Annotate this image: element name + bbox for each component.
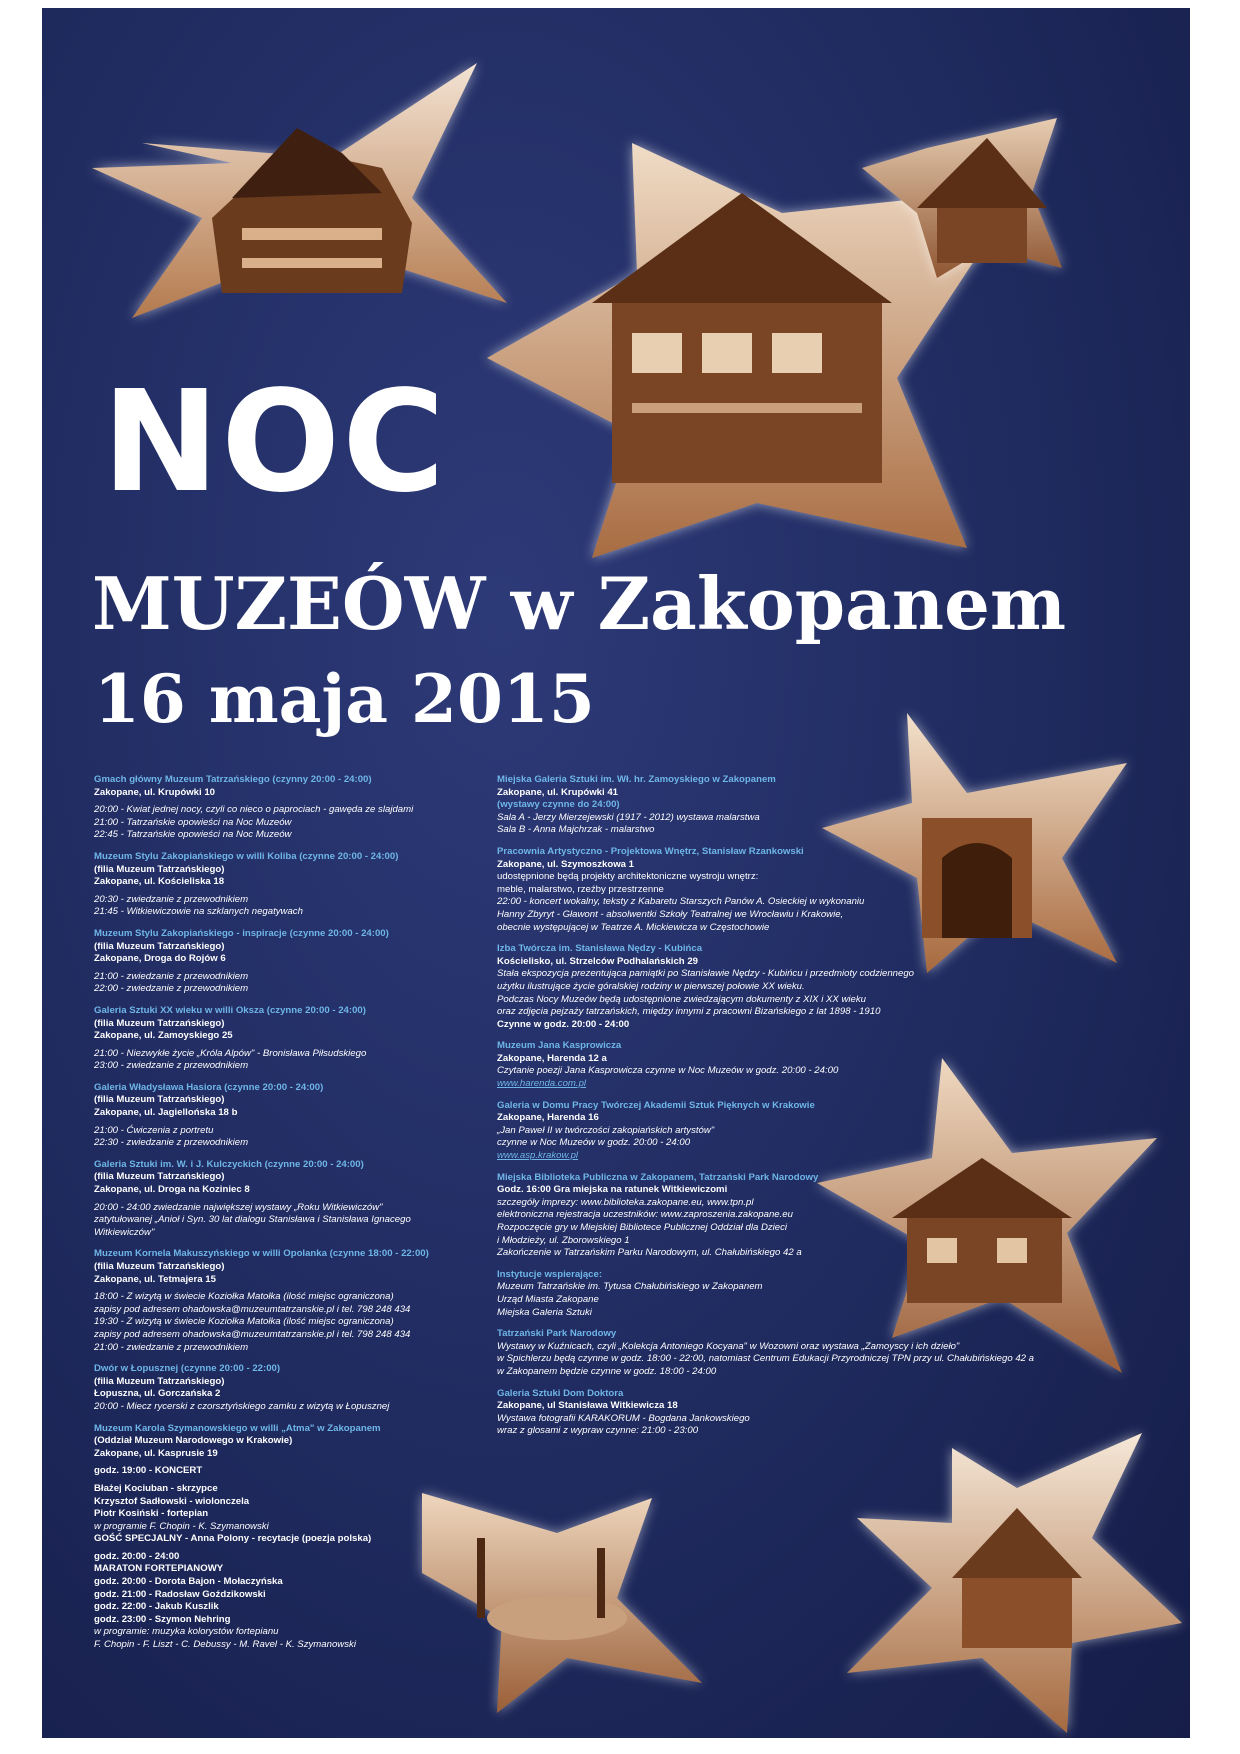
venue-title: Galeria Sztuki im. W. i J. Kulczyckich (czynne 20:00 - 24:00) (94, 1158, 364, 1170)
program-line: (filia Muzeum Tatrzańskiego) (94, 1094, 225, 1106)
program-line: 23:00 - zwiedzanie z przewodnikiem (94, 1060, 249, 1072)
program-line: 21:45 - Witkiewiczowie na szklanych negatywach (94, 906, 303, 918)
website-link[interactable]: www.asp.krakow.pl (497, 1150, 579, 1162)
venue-title: Miejska Biblioteka Publiczna w Zakopanem, Tatrzański Park Narodowy (497, 1171, 819, 1183)
program-entry (94, 1082, 514, 1150)
program-entry (497, 1269, 1177, 1319)
program-line: 21:00 - Tatrzańskie opowieści na Noc Muzeów (94, 816, 292, 828)
program-line: (Oddział Muzeum Narodowego w Krakowie) (94, 1435, 293, 1447)
villa-photo-star (82, 48, 522, 348)
program-line: Piotr Kosiński - fortepian (94, 1508, 209, 1520)
program-line: 20:30 - zwiedzanie z przewodnikiem (94, 893, 249, 905)
venue-title: Muzeum Stylu Zakopiańskiego - inspiracje (czynne 20:00 - 24:00) (94, 927, 389, 939)
program-line: Kościelisko, ul. Strzelców Podhalańskich 29 (497, 955, 699, 967)
program-entry (497, 943, 1177, 1031)
program-line: godz. 20:00 - 24:00 (94, 1550, 180, 1562)
venue-title: Instytucje wspierające: (497, 1268, 603, 1280)
program-line: „Jan Paweł II w twórczości zakopiańskich artystów" (497, 1124, 715, 1136)
program-entry (94, 774, 514, 842)
program-line: Zakopane, ul. Krupówki 10 (94, 786, 216, 798)
program-entry (497, 846, 1177, 934)
program-line: F. Chopin - F. Liszt - C. Debussy - M. Ravel - K. Szymanowski (94, 1639, 356, 1651)
program-line: 22:00 - koncert wokalny, teksty z Kabaretu Starszych Panów A. Osieckiej w wykonaniu (497, 896, 865, 908)
program-line: meble, malarstwo, rzeźby przestrzenne (497, 883, 664, 895)
program-line: godz. 20:00 - Dorota Bajon - Mołaczyńska (94, 1576, 283, 1588)
program-line: Zakopane, ul. Tetmajera 15 (94, 1273, 216, 1285)
program-entry (94, 1423, 514, 1652)
program-line: (wystawy czynne do 24:00) (497, 799, 620, 811)
program-line: Zakopane, ul. Kasprusie 19 (94, 1447, 218, 1459)
program-line: (filia Muzeum Tatrzańskiego) (94, 1375, 225, 1387)
title-date: 16 maja 2015 (94, 660, 595, 738)
venue-title: Muzeum Jana Kasprowicza (497, 1040, 622, 1052)
house-roof-image (857, 98, 1072, 283)
venue-title: Muzeum Stylu Zakopiańskiego w willi Koliba (czynne 20:00 - 24:00) (94, 850, 399, 862)
program-line: 21:00 - Ćwiczenia z portretu (94, 1124, 214, 1136)
program-line: (filia Muzeum Tatrzańskiego) (94, 940, 225, 952)
program-line: obecnie występującej w Teatrze A. Mickiewicza w Częstochowie (497, 921, 770, 933)
program-entry (94, 1005, 514, 1073)
program-line: Zakopane, ul. Szymoszkowa 1 (497, 858, 635, 870)
program-entry (94, 1159, 514, 1240)
program-line: Zakończenie w Tatrzańskim Parku Narodowym, ul. Chałubińskiego 42 a (497, 1247, 802, 1259)
program-line: Zakopane, ul. Droga na Koziniec 8 (94, 1184, 250, 1196)
program-line: Godz. 16:00 Gra miejska na ratunek Witkiewiczomi (497, 1184, 728, 1196)
program-line: Zakopane, ul. Zamoyskiego 25 (94, 1030, 233, 1042)
venue-title: Tatrzański Park Narodowy (497, 1328, 617, 1340)
program-line: godz. 21:00 - Radosław Goździkowski (94, 1588, 266, 1600)
program-line: Muzeum Tatrzańskie im. Tytusa Chałubińskiego w Zakopanem (497, 1281, 763, 1293)
program-line: 22:30 - zwiedzanie z przewodnikiem (94, 1137, 249, 1149)
program-line: (filia Muzeum Tatrzańskiego) (94, 1017, 225, 1029)
program-line: w programie: muzyka kolorystów fortepianu (94, 1626, 279, 1638)
venue-title: Galeria w Domu Pracy Twórczej Akademii Sztuk Pięknych w Krakowie (497, 1099, 815, 1111)
program-line: Sala A - Jerzy Mierzejewski (1917 - 2012) wystawa malarstwa (497, 811, 760, 823)
program-entry (497, 1040, 1177, 1090)
program-line: Rozpoczęcie gry w Miejskiej Bibliotece Publicznej Oddział dla Dzieci (497, 1222, 788, 1233)
venue-title: Galeria Sztuki Dom Doktora (497, 1387, 624, 1399)
wooden-villa-image (82, 48, 522, 348)
program-line: wraz z glosami z wypraw czynne: 21:00 - 23:00 (497, 1425, 699, 1437)
program-line: Zakopane, ul. Kościeliska 18 (94, 876, 225, 888)
program-line: godz. 22:00 - Jakub Kuszlik (94, 1601, 219, 1613)
program-line: 21:00 - Niezwykłe życie „Króla Alpów" - Bronisława Piłsudskiego (94, 1047, 367, 1059)
program-line: użytku ilustrujące życie góralskiej rodziny w pierwszej połowie XX wieku. (497, 980, 805, 992)
program-line: 20:00 - Kwiat jednej nocy, czyli co nieco o paprociach - gawęda ze slajdami (94, 804, 414, 816)
program-line: 18:00 - Z wizytą w świecie Koziołka Matołka (ilość miejsc ograniczona) (94, 1291, 394, 1303)
program-line: 22:00 - zwiedzanie z przewodnikiem (94, 983, 249, 995)
program-line: (filia Muzeum Tatrzańskiego) (94, 1171, 225, 1183)
program-line: Wystawy w Kuźnicach, czyli „Kolekcja Antoniego Kocyana" w Wozowni oraz wystawa „Zamoyscy i ich dzieło" (497, 1340, 960, 1352)
winter-building-image (842, 1428, 1187, 1738)
program-line: Podczas Nocy Muzeów będą udostępnione zwiedzającym dokumenty z XIX i XX wieku (497, 993, 867, 1005)
program-line: Witkiewiczów" (94, 1226, 155, 1238)
venue-title: Galeria Władysława Hasiora (czynne 20:00 - 24:00) (94, 1081, 324, 1093)
program-line: 20:00 - 24:00 zwiedzanie największej wystawy „Roku Witkiewiczów" (94, 1201, 383, 1213)
program-line: Krzysztof Sadłowski - wiolonczela (94, 1495, 250, 1507)
program-right-column (497, 774, 1177, 1447)
program-line: Hanny Zbyryt - Gławont - absolwentki Szkoły Teatralnej we Wrocławiu i Krakowie, (497, 908, 844, 920)
program-line: Wystawa fotografii KARAKORUM - Bogdana Jankowskiego (497, 1412, 750, 1424)
program-line: Błażej Kociuban - skrzypce (94, 1482, 218, 1494)
venue-title: Gmach główny Muzeum Tatrzańskiego (czynny 20:00 - 24:00) (94, 774, 372, 785)
program-line: 19:30 - Z wizytą w świecie Koziołka Matołka (ilość miejsc ograniczona) (94, 1316, 394, 1328)
program-entry (497, 1328, 1177, 1378)
program-line: Stała ekspozycja prezentująca pamiątki po Stanisławie Nędzy - Kubińcu i przedmioty codziennego (497, 968, 915, 980)
program-entry (497, 1100, 1177, 1163)
venue-title: Muzeum Kornela Makuszyńskiego w willi Opolanka (czynne 18:00 - 22:00) (94, 1248, 429, 1260)
program-line: Sala B - Anna Majchrzak - malarstwo (497, 824, 655, 836)
program-entry (497, 774, 1177, 837)
program-line: zapisy pod adresem ohadowska@muzeumtatrzanskie.pl i tel. 798 248 434 (94, 1328, 411, 1340)
title-muzeow: MUZEÓW w Zakopanem (92, 561, 1067, 646)
winter-photo-star (842, 1428, 1187, 1738)
program-line: 22:45 - Tatrzańskie opowieści na Noc Muzeów (94, 829, 292, 841)
website-link[interactable]: www.harenda.com.pl (497, 1078, 587, 1090)
program-line: (filia Muzeum Tatrzańskiego) (94, 863, 225, 875)
program-line: Łopuszna, ul. Gorczańska 2 (94, 1388, 221, 1400)
program-line: Zakopane, ul. Jagiellońska 18 b (94, 1107, 238, 1119)
program-line: 21:00 - zwiedzanie z przewodnikiem (94, 970, 249, 982)
oksza-photo-star (857, 98, 1072, 283)
venue-title: Dwór w Łopusznej (czynne 20:00 - 22:00) (94, 1363, 281, 1375)
program-line: (filia Muzeum Tatrzańskiego) (94, 1261, 225, 1272)
program-line: w Zakopanem będzie czynne w godz. 18:00 - 24:00 (497, 1365, 717, 1377)
program-line: Zakopane, ul. Krupówki 41 (497, 786, 619, 798)
program-line: godz. 23:00 - Szymon Nehring (94, 1613, 231, 1625)
program-line: Urząd Miasta Zakopane (497, 1293, 599, 1305)
program-line: zapisy pod adresem ohadowska@muzeumtatrzanskie.pl i tel. 798 248 434 (94, 1303, 411, 1315)
venue-title: Muzeum Karola Szymanowskiego w willi „Atma" w Zakopanem (94, 1422, 381, 1434)
program-entry (94, 1248, 514, 1354)
venue-title: Miejska Galeria Sztuki im. Wł. hr. Zamoyskiego w Zakopanem (497, 774, 776, 785)
venue-title: Pracownia Artystyczno - Projektowa Wnętrz, Stanisław Rzankowski (497, 845, 804, 857)
program-line: Zakopane, Harenda 16 (497, 1112, 599, 1124)
venue-title: Galeria Sztuki XX wieku w willi Oksza (czynne 20:00 - 24:00) (94, 1004, 366, 1016)
program-line: Zakopane, Harenda 12 a (497, 1052, 607, 1064)
program-line: godz. 19:00 - KONCERT (94, 1465, 203, 1477)
program-line: i Młodzieży, ul. Zborowskiego 1 (497, 1234, 630, 1246)
program-entry (94, 851, 514, 919)
program-line: Zakopane, ul Stanisława Witkiewicza 18 (497, 1400, 678, 1412)
program-line: szczegóły imprezy: www.biblioteka.zakopane.eu, www.tpn.pl (497, 1196, 754, 1208)
program-line: zatytułowanej „Anioł i Syn. 30 lat dialogu Stanisława i Stanisława Ignacego (94, 1214, 411, 1226)
program-line: czynne w Noc Muzeów w godz. 20:00 - 24:00 (497, 1137, 691, 1149)
program-line: w Spichlerzu będą czynne w godz. 18:00 - 22:00, natomiast Centrum Edukacji Przyrodniczej TPN przy ul. Chałubińskiego 42 a (497, 1353, 1034, 1365)
program-line: GOŚĆ SPECJALNY - Anna Polony - recytacje (poezja polska) (94, 1533, 372, 1545)
program-entry (497, 1388, 1177, 1438)
program-entry (497, 1172, 1177, 1260)
program-line: Czynne w godz. 20:00 - 24:00 (497, 1018, 630, 1030)
program-left-column (94, 774, 514, 1661)
program-line: Czytanie poezji Jana Kasprowicza czynne w Noc Muzeów w godz. 20:00 - 24:00 (497, 1065, 839, 1077)
program-entry (94, 928, 514, 996)
program-line: Miejska Galeria Sztuki (497, 1306, 592, 1318)
program-line: elektroniczna rejestracja uczestników: www.zaproszenia.zakopane.eu (497, 1209, 793, 1221)
venue-title: Izba Twórcza im. Stanisława Nędzy - Kubińca (497, 943, 703, 955)
program-entry (94, 1363, 514, 1413)
program-line: udostępnione będą projekty architektoniczne wystroju wnętrz: (497, 871, 759, 883)
program-line: MARATON FORTEPIANOWY (94, 1563, 224, 1575)
program-line: oraz zdjęcia pejzaży tatrzańskich, między innymi z pracowni Bizańskiego z lat 1898 - 1910 (497, 1006, 881, 1018)
program-line: 20:00 - Miecz rycerski z czorsztyńskiego zamku z wizytą w Łopusznej (94, 1400, 390, 1412)
program-line: 21:00 - zwiedzanie z przewodnikiem (94, 1341, 249, 1353)
title-noc: NOC (102, 361, 447, 524)
poster (42, 8, 1190, 1738)
program-line: Zakopane, Droga do Rojów 6 (94, 953, 226, 965)
program-line: w programie F. Chopin - K. Szymanowski (94, 1520, 269, 1532)
